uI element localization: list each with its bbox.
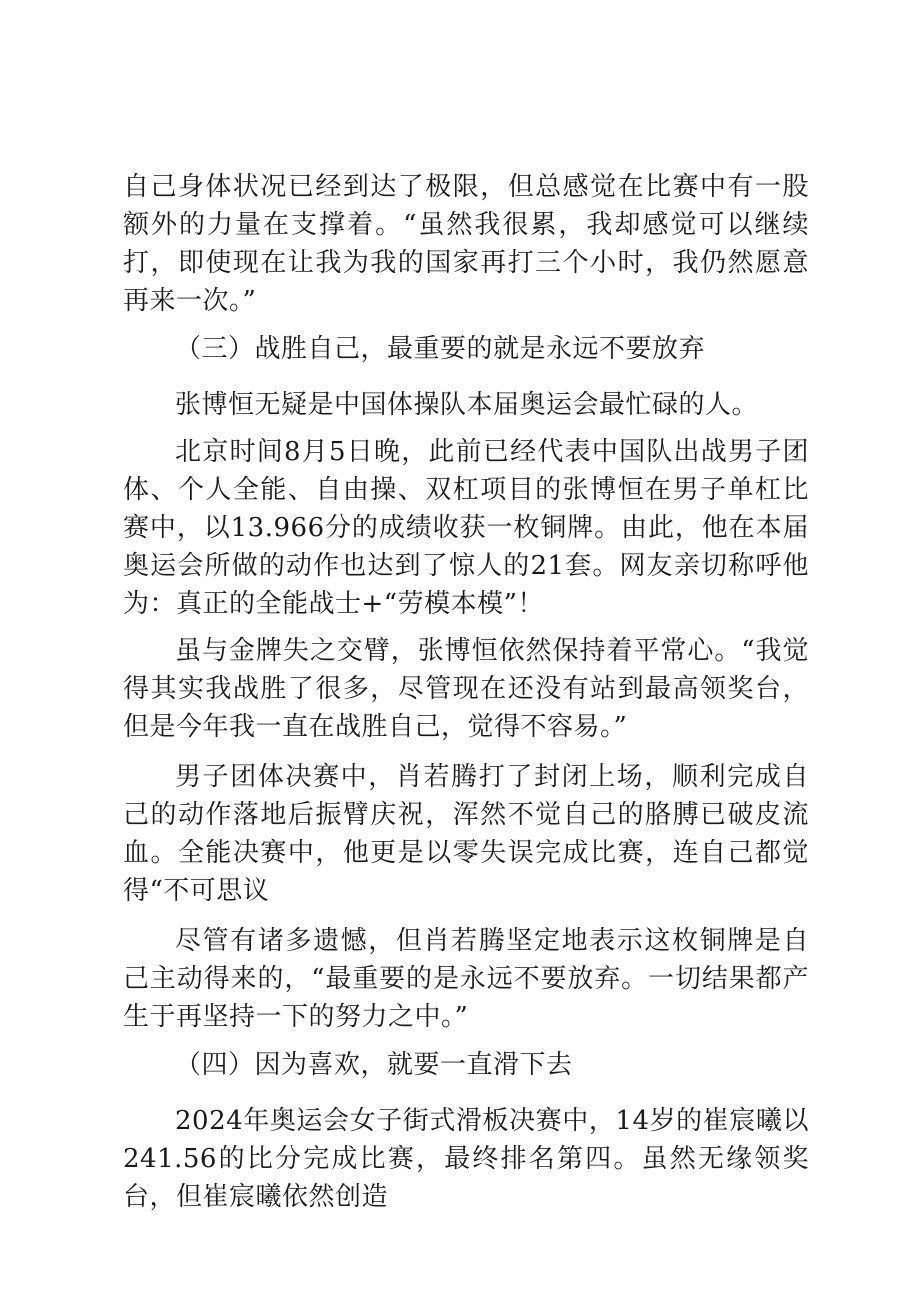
document-body bbox=[123, 168, 809, 1216]
section-heading-4: （四）因为喜欢，就要一直滑下去 bbox=[175, 1050, 573, 1080]
paragraph: 男子团体决赛中，肖若腾打了封闭上场，顺利完成自己的动作落地后振臂庆祝，浑然不觉自己的胳膊已破皮流血。全能决赛中，他更是以零失误完成比赛，连自己都觉得“不可思议 bbox=[123, 762, 809, 906]
section-heading-3: （三）战胜自己，最重要的就是永远不要放弃 bbox=[175, 334, 706, 364]
paragraph: 2024年奥运会女子街式滑板决赛中，14岁的崔宸曦以241.56的比分完成比赛，最终排名第四。虽然无缘领奖台，但崔宸曦依然创造 bbox=[123, 1106, 809, 1212]
paragraph: 北京时间8月5日晚，此前已经代表中国队出战男子团体、个人全能、自由操、双杠项目的张博恒在男子单杠比赛中，以13.966分的成绩收获一枚铜牌。由此，他在本届奥运会所做的动作也达到了惊人的21套。网友亲切称呼他为：真正的全能战士+“劳模本模”！ bbox=[123, 437, 809, 619]
paragraph: 张博恒无疑是中国体操队本届奥运会最忙碌的人。 bbox=[175, 390, 759, 420]
paragraph-continuation: 自己身体状况已经到达了极限，但总感觉在比赛中有一股额外的力量在支撑着。“虽然我很累，我却感觉可以继续打，即使现在让我为我的国家再打三个小时，我仍然愿意再来一次。” bbox=[123, 172, 809, 316]
paragraph: 虽与金牌失之交臂，张博恒依然保持着平常心。“我觉得其实我战胜了很多，尽管现在还没有站到最高领奖台，但是今年我一直在战胜自己，觉得不容易。” bbox=[123, 636, 809, 742]
paragraph: 尽管有诸多遗憾，但肖若腾坚定地表示这枚铜牌是自己主动得来的，“最重要的是永远不要放弃。一切结果都产生于再坚持一下的努力之中。” bbox=[123, 926, 809, 1032]
